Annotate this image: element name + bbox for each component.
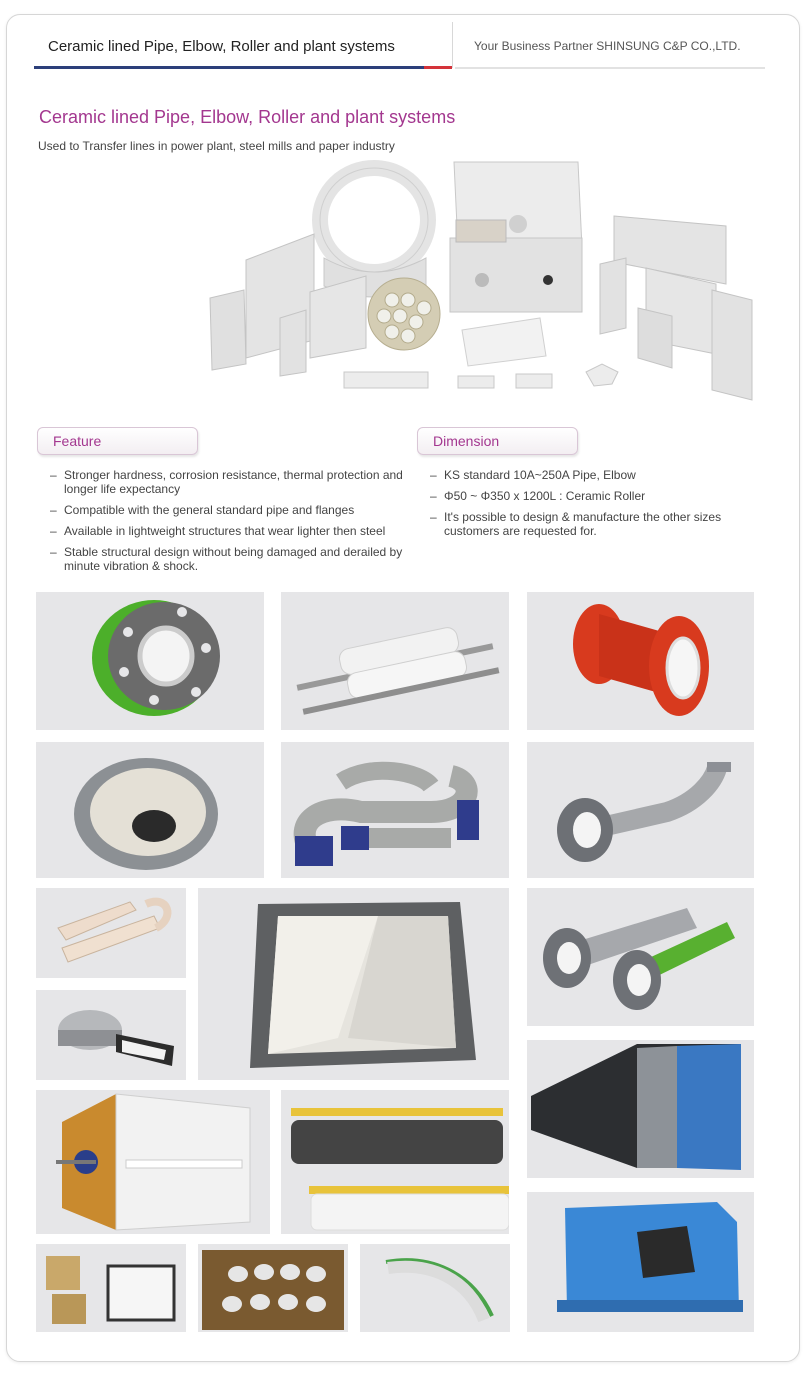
feature-heading: Feature [53, 433, 102, 449]
photo-lined-chute-box [36, 1090, 270, 1234]
photo-curved-liner-plate [360, 1244, 510, 1332]
feature-list [48, 468, 410, 580]
photo-lined-elbow-boxes [36, 1244, 186, 1332]
photo-flange-green [36, 592, 264, 730]
feature-item: – Stronger hardness, corrosion resistance, thermal protection and longer life expectancy [48, 468, 410, 496]
photo-rollers-in-crate [198, 1244, 348, 1332]
photo-ceramic-cone [36, 742, 264, 878]
feature-heading-pill [37, 427, 198, 455]
header-title: Ceramic lined Pipe, Elbow, Roller and plant systems [48, 38, 395, 55]
photo-rotary-valve [36, 990, 186, 1080]
header-red-bar [424, 66, 452, 69]
company-tagline: Your Business Partner SHINSUNG C&P CO.,LTD. [474, 39, 741, 53]
photo-rubber-lagging-rollers [281, 1090, 509, 1234]
photo-black-duct [527, 1040, 754, 1178]
photo-ceramic-chutes [36, 888, 186, 978]
photo-lined-bends [281, 742, 509, 878]
dimension-list [428, 468, 758, 545]
dimension-heading-pill [417, 427, 578, 455]
header-title-box [34, 30, 452, 66]
photo-ceramic-rollers [281, 592, 509, 730]
photo-lined-hopper [198, 888, 509, 1080]
dimension-heading: Dimension [433, 433, 500, 449]
photo-red-pipe [527, 592, 754, 730]
dimension-item: – It's possible to design & manufacture the other sizes customers are requested for. [428, 510, 758, 538]
feature-item: – Compatible with the general standard pipe and flanges [48, 503, 410, 517]
header-separator [452, 22, 453, 68]
photo-flanged-pipes [527, 888, 754, 1026]
dimension-item: – KS standard 10A~250A Pipe, Elbow [428, 468, 758, 482]
page-subtitle: Used to Transfer lines in power plant, steel mills and paper industry [38, 139, 395, 153]
photo-steel-elbow [527, 742, 754, 878]
page-title: Ceramic lined Pipe, Elbow, Roller and plant systems [39, 107, 456, 127]
feature-item: – Stable structural design without being damaged and derailed by minute vibration & shock. [48, 545, 410, 573]
photo-blue-duct-structure [527, 1192, 754, 1332]
dimension-item: – Φ50 ~ Φ350 x 1200L : Ceramic Roller [428, 489, 758, 503]
header-underline [455, 67, 765, 69]
header-navy-bar [34, 66, 424, 69]
feature-item: – Available in lightweight structures that wear lighter then steel [48, 524, 410, 538]
hero-product-image [206, 158, 758, 404]
